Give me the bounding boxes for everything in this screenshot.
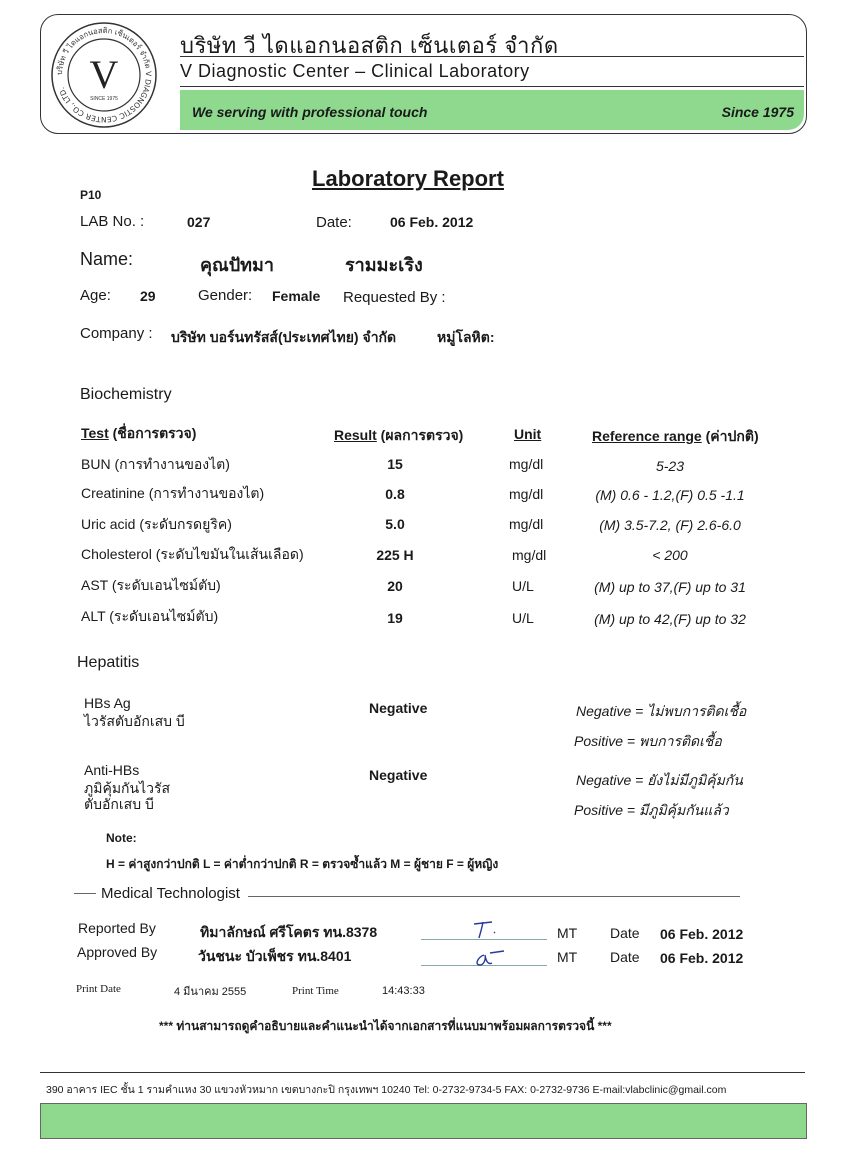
approved-date-label: Date <box>610 949 640 965</box>
note-legend: H = ค่าสูงกว่าปกติ L = ค่าต่ำกว่าปกติ R = ตรวจซ้ำแล้ว M = ผู้ชาย F = ผู้หญิง <box>106 857 499 871</box>
test-reference: (M) up to 37,(F) up to 31 <box>594 579 746 595</box>
approved-by-name: วันชนะ บัวเพ็ชร ทน.8401 <box>198 948 352 964</box>
hbsag-result: Negative <box>369 700 428 716</box>
age-label: Age: <box>80 287 111 304</box>
blood-group-label: หมู่โลหิต: <box>437 329 495 345</box>
note-label: Note: <box>106 831 137 845</box>
test-name: Creatinine (การทำงานของไต) <box>81 485 265 501</box>
print-date: 4 มีนาคม 2555 <box>174 986 247 998</box>
reported-date-label: Date <box>610 925 640 941</box>
test-unit: mg/dl <box>509 486 544 502</box>
hbsag-positive-meaning: Positive = พบการติดเชื้อ <box>574 733 722 749</box>
test-unit: mg/dl <box>512 547 547 563</box>
test-reference: (M) 0.6 - 1.2,(F) 0.5 -1.1 <box>595 487 745 503</box>
test-reference: < 200 <box>652 547 688 563</box>
patient-first-name: คุณปัทมา <box>200 255 275 275</box>
reference-column-header: Reference range (ค่าปกติ) <box>592 428 759 444</box>
lab-no-value: 027 <box>187 214 211 230</box>
test-result: 20 <box>387 578 403 594</box>
antihbs-negative-meaning: Negative = ยังไม่มีภูมิคุ้มกัน <box>576 772 743 788</box>
report-title: Laboratory Report <box>312 166 504 191</box>
since-text: Since 1975 <box>721 104 794 120</box>
seal-ring-text: บริษัท วี ไดแอกนอสติก เซ็นเตอร์ จำกัด V DIAGNOSTIC CENTER CO., LTD. <box>54 25 154 125</box>
medical-technologist-title: Medical Technologist <box>101 885 240 902</box>
result-column-header: Result (ผลการตรวจ) <box>334 427 464 443</box>
reported-by-name: ทิมาลักษณ์ ศรีโคตร ทน.8378 <box>200 924 378 940</box>
name-label: Name: <box>80 249 134 269</box>
seal-since: SINCE 1975 <box>90 96 118 102</box>
test-name: Uric acid (ระดับกรดยูริค) <box>81 516 232 532</box>
header-divider <box>180 56 804 57</box>
test-result: 0.8 <box>385 486 405 502</box>
footer-band <box>40 1103 807 1139</box>
print-time: 14:43:33 <box>382 985 425 997</box>
reported-signature-icon <box>470 918 510 942</box>
report-code: P10 <box>80 188 102 202</box>
gender-label: Gender: <box>198 287 253 304</box>
test-name: Cholesterol (ระดับไขมันในเส้นเลือด) <box>81 546 304 562</box>
test-result: 5.0 <box>385 516 405 532</box>
approved-by-label: Approved By <box>77 944 158 960</box>
company-value: บริษัท บอร์นทรัสส์(ประเทศไทย) จำกัด <box>171 329 397 345</box>
footer-divider <box>40 1072 805 1073</box>
section-rule <box>248 896 740 897</box>
test-name: BUN (การทำงานของไต) <box>81 456 230 472</box>
test-name: ALT (ระดับเอนไซม์ตับ) <box>81 608 219 624</box>
test-reference: 5-23 <box>655 458 685 474</box>
test-unit: U/L <box>512 610 534 626</box>
reported-mt: MT <box>557 925 578 941</box>
test-unit: mg/dl <box>509 456 544 472</box>
slogan-banner <box>180 90 804 130</box>
reported-by-label: Reported By <box>78 920 156 936</box>
test-reference: (M) 3.5-7.2, (F) 2.6-6.0 <box>599 517 741 533</box>
antihbs-test-name: Anti-HBs <box>84 762 140 778</box>
approved-signature-icon <box>470 945 510 971</box>
hepatitis-section-title: Hepatitis <box>77 654 140 671</box>
date-label: Date: <box>316 214 352 231</box>
slogan-text: We serving with professional touch <box>192 104 428 120</box>
test-result: 15 <box>387 456 403 472</box>
company-name-thai: บริษัท วี ไดแอกนอสติก เซ็นเตอร์ จำกัด <box>180 33 559 58</box>
reported-date: 06 Feb. 2012 <box>660 926 744 942</box>
company-label: Company : <box>80 325 153 342</box>
approved-mt: MT <box>557 949 578 965</box>
footer-address: 390 อาคาร IEC ชั้น 1 รามคำแหง 30 แขวงหัวหมาก เขตบางกะปิ กรุงเทพฯ 10240 Tel: 0-2732-9734-5 FAX: 0-2732-9736 E-mail:vlabclinic@gmail.com <box>46 1084 727 1096</box>
hbsag-description: ไวรัสตับอักเสบ บี <box>84 713 185 729</box>
company-seal-icon <box>49 20 159 130</box>
requested-by-label: Requested By : <box>343 289 446 306</box>
antihbs-positive-meaning: Positive = มีภูมิคุ้มกันแล้ว <box>574 802 729 818</box>
biochemistry-section-title: Biochemistry <box>80 386 172 403</box>
antihbs-description: ตับอักเสบ บี <box>84 796 154 812</box>
test-column-header: Test (ชื่อการตรวจ) <box>81 425 197 441</box>
seal-letter: V <box>89 52 119 97</box>
test-result: 19 <box>387 610 403 626</box>
print-time-label: Print Time <box>292 985 339 997</box>
unit-column-header: Unit <box>514 426 542 442</box>
print-date-label: Print Date <box>76 983 121 995</box>
header-divider <box>180 86 804 87</box>
patient-last-name: รามมะเริง <box>345 255 423 275</box>
test-unit: U/L <box>512 578 534 594</box>
antihbs-result: Negative <box>369 767 428 783</box>
date-value: 06 Feb. 2012 <box>390 214 474 230</box>
test-unit: mg/dl <box>509 516 544 532</box>
lab-no-label: LAB No. : <box>80 213 145 230</box>
antihbs-description: ภูมิคุ้มกันไวรัส <box>84 780 171 796</box>
attachment-remark: *** ท่านสามารถดูคำอธิบายและคำแนะนำได้จากเอกสารที่แนบมาพร้อมผลการตรวจนี้ *** <box>159 1019 612 1033</box>
gender-value: Female <box>272 288 321 304</box>
company-name-english: V Diagnostic Center – Clinical Laboratory <box>180 61 530 81</box>
age-value: 29 <box>140 288 156 304</box>
test-name: AST (ระดับเอนไซม์ตับ) <box>81 577 221 593</box>
hbsag-negative-meaning: Negative = ไม่พบการติดเชื้อ <box>576 703 747 719</box>
hbsag-test-name: HBs Ag <box>84 695 131 711</box>
section-rule <box>74 893 96 894</box>
approved-date: 06 Feb. 2012 <box>660 950 744 966</box>
test-result: 225 H <box>376 547 414 563</box>
test-reference: (M) up to 42,(F) up to 32 <box>594 611 746 627</box>
